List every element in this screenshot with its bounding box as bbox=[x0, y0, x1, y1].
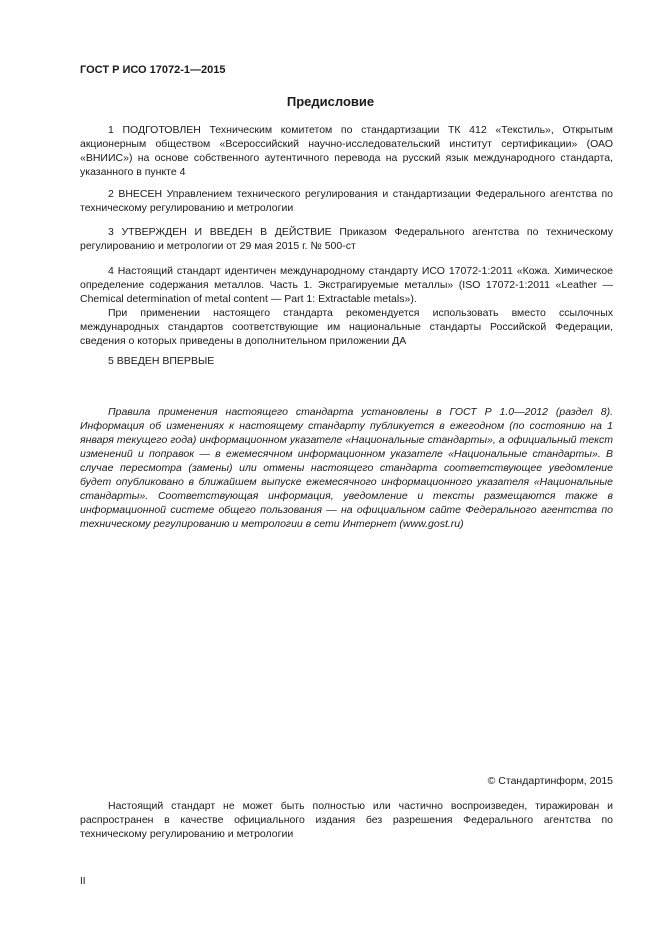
item-3-text: 3 УТВЕРЖДЕН И ВВЕДЕН В ДЕЙСТВИЕ Приказом Федерального агентства по техническому регулированию и метрологии от 29 мая 2015 г. № 500-ст bbox=[80, 226, 613, 252]
item-3 bbox=[80, 225, 613, 253]
item-5-text: 5 ВВЕДЕН ВПЕРВЫЕ bbox=[108, 355, 215, 367]
application-notice-text: Правила применения настоящего стандарта установлены в ГОСТ Р 1.0—2012 (раздел 8). Информация об изменениях к настоящему стандарту публикуется в ежегодном (по состоянию на 1 января текущего года) информационном указателе «Национальные стандарты», а официальный текст изменений и поправок — в ежемесячном информационном указателе «Национальные стандарты». В случае пересмотра (замены) или отмены настоящего стандарта соответствующее уведомление будет опубликовано в ближайшем выпуске ежемесячного информационного указателя «Национальные стандарты». Соответствующая информация, уведомление и тексты размещаются также в информационной системе общего пользования — на официальном сайте Федерального агентства по техническому регулированию и метрологии в сети Интернет (www.gost.ru) bbox=[80, 406, 613, 530]
reproduction-notice-text: Настоящий стандарт не может быть полностью или частично воспроизведен, тиражирован и распространен в качестве официального издания без разрешения Федерального агентства по техническому регулированию и метрологии bbox=[80, 800, 613, 840]
item-4-text: 4 Настоящий стандарт идентичен международному стандарту ИСО 17072-1:2011 «Кожа. Химическое определение содержания металлов. Часть 1. Экстрагируемые металлы» (ISO 17072-1:2011 «Leather — Chemical determination of metal content — Part 1: Extractable metals»). bbox=[80, 265, 613, 305]
reproduction-notice bbox=[80, 799, 613, 841]
document-code: ГОСТ Р ИСО 17072-1—2015 bbox=[80, 64, 226, 76]
item-1-text: 1 ПОДГОТОВЛЕН Техническим комитетом по стандартизации ТК 412 «Текстиль», Открытым акционерным обществом «Всероссийский научно-исследовательский институт сертификации» (ОАО «ВНИИС») на основе собственного аутентичного перевода на русский язык международного стандарта, указанного в пункте 4 bbox=[80, 124, 613, 178]
item-4 bbox=[80, 264, 613, 348]
item-1 bbox=[80, 123, 613, 179]
application-notice bbox=[80, 405, 613, 531]
page-title: Предисловие bbox=[286, 94, 375, 109]
item-4-note: При применении настоящего стандарта рекомендуется использовать вместо ссылочных международных стандартов соответствующие им национальные стандарты Российской Федерации, сведения о которых приведены в дополнительном приложении ДА bbox=[80, 307, 613, 347]
copyright: © Стандартинформ, 2015 bbox=[487, 775, 613, 787]
item-2 bbox=[80, 187, 613, 215]
item-2-text: 2 ВНЕСЕН Управлением технического регулирования и стандартизации Федерального агентства по техническому регулированию и метрологии bbox=[80, 188, 613, 214]
page-number: II bbox=[80, 876, 86, 887]
item-5 bbox=[80, 354, 613, 368]
